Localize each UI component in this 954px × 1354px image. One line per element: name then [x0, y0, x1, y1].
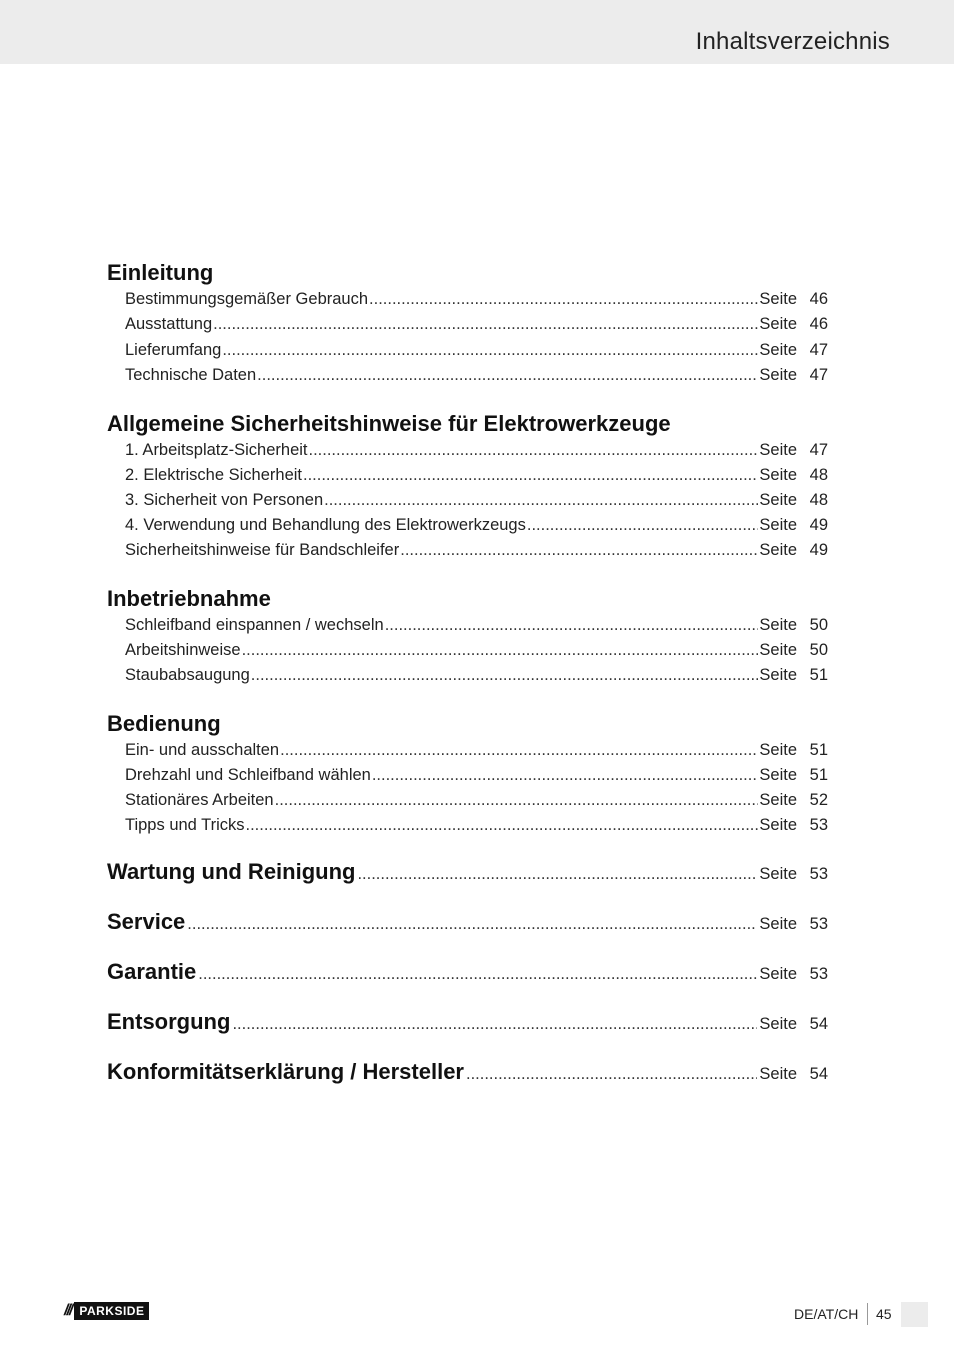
footer-divider: [867, 1303, 868, 1325]
section-heading: Bedienung: [107, 711, 221, 736]
footer-corner-box: [901, 1302, 928, 1327]
page-number: 51: [809, 666, 828, 684]
toc-heading-entry[interactable]: [107, 1059, 828, 1085]
footer-region: DE/AT/CH: [794, 1306, 859, 1322]
page-word: Seite: [759, 816, 797, 834]
page-word: Seite: [759, 541, 797, 559]
leader-dots: [275, 788, 759, 813]
leader-dots: [309, 438, 759, 463]
leader-dots: [303, 463, 758, 488]
page-number: 54: [809, 1065, 828, 1083]
page-number: 47: [809, 441, 828, 459]
leader-dots: [385, 613, 759, 638]
leader-dots: [257, 363, 758, 388]
toc-section-sicherheitshinweise: [107, 410, 828, 438]
page-word: Seite: [759, 1065, 797, 1083]
page-word: Seite: [759, 516, 797, 534]
page-word: Seite: [759, 791, 797, 809]
leader-dots: [251, 663, 759, 688]
entry-label: Arbeitshinweise: [125, 641, 241, 659]
page-word: Seite: [759, 766, 797, 784]
leader-dots: [242, 638, 759, 663]
entry-label: 1. Arbeitsplatz-Sicherheit: [125, 441, 308, 459]
page-number: 53: [809, 865, 828, 883]
entry-label: Ausstattung: [125, 315, 213, 333]
entry-label: Sicherheitshinweise für Bandschleifer: [125, 541, 400, 559]
page-number: 51: [809, 766, 828, 784]
page-number: 47: [809, 366, 828, 384]
entry-label: Staubabsaugung: [125, 666, 250, 684]
toc-entry[interactable]: [125, 438, 828, 463]
page-word: Seite: [759, 1015, 797, 1033]
leader-dots: [198, 965, 757, 984]
page-word: Seite: [759, 441, 797, 459]
parkside-logo: [64, 1302, 177, 1320]
page-word: Seite: [759, 965, 797, 983]
entry-label: Tipps und Tricks: [125, 816, 245, 834]
toc-heading-entry[interactable]: [107, 1009, 828, 1035]
page-word: Seite: [759, 366, 797, 384]
heading-entry-label: Konformitätserklärung / Hersteller: [107, 1059, 464, 1084]
page-title: Inhaltsverzeichnis: [695, 28, 890, 55]
entry-label: 3. Sicherheit von Personen: [125, 491, 324, 509]
entry-label: Schleifband einspannen / wechseln: [125, 616, 384, 634]
leader-dots: [232, 1015, 757, 1034]
leader-dots: [246, 813, 759, 838]
entry-label: Lieferumfang: [125, 341, 222, 359]
page-number: 49: [809, 541, 828, 559]
toc-entry[interactable]: [125, 738, 828, 763]
leader-dots: [527, 513, 759, 538]
toc-entry[interactable]: [125, 513, 828, 538]
page-word: Seite: [759, 641, 797, 659]
toc-entry[interactable]: [125, 287, 828, 312]
entry-label: Bestimmungsgemäßer Gebrauch: [125, 290, 369, 308]
leader-dots: [222, 338, 758, 363]
toc-entry[interactable]: [125, 613, 828, 638]
page-number: 48: [809, 491, 828, 509]
section-heading: Einleitung: [107, 260, 214, 285]
toc-entry[interactable]: [125, 538, 828, 563]
toc-heading-entry[interactable]: [107, 859, 828, 885]
leader-dots: [372, 763, 759, 788]
page-word: Seite: [759, 466, 797, 484]
page-word: Seite: [759, 315, 797, 333]
leader-dots: [400, 538, 758, 563]
leader-dots: [280, 738, 758, 763]
page-number: 47: [809, 341, 828, 359]
toc-entry[interactable]: [125, 788, 828, 813]
toc-entry[interactable]: [125, 488, 828, 513]
section-heading: Allgemeine Sicherheitshinweise für Elektrowerkzeuge: [107, 411, 671, 436]
leader-dots: [357, 865, 757, 884]
toc-entry[interactable]: [125, 312, 828, 337]
page-word: Seite: [759, 741, 797, 759]
page-number: 46: [809, 315, 828, 333]
entry-label: Stationäres Arbeiten: [125, 791, 274, 809]
page-number: 52: [809, 791, 828, 809]
logo-wordmark: PARKSIDE: [74, 1302, 149, 1320]
page-word: Seite: [759, 341, 797, 359]
toc-section-inbetriebnahme: [107, 585, 828, 613]
page-word: Seite: [759, 666, 797, 684]
page-word: Seite: [759, 290, 797, 308]
toc-heading-entry[interactable]: [107, 959, 828, 985]
toc-entry[interactable]: [125, 338, 828, 363]
leader-dots: [369, 287, 758, 312]
leader-dots: [187, 915, 757, 934]
section-heading: Inbetriebnahme: [107, 586, 271, 611]
heading-entry-label: Garantie: [107, 959, 197, 984]
heading-entry-label: Entsorgung: [107, 1009, 231, 1034]
page-number: 48: [809, 466, 828, 484]
footer-page-number: 45: [876, 1306, 892, 1322]
leader-dots: [213, 312, 758, 337]
page-word: Seite: [759, 491, 797, 509]
page-word: Seite: [759, 616, 797, 634]
entry-label: 4. Verwendung und Behandlung des Elektrowerkzeugs: [125, 516, 526, 534]
page-number: 53: [809, 816, 828, 834]
toc-section-bedienung: [107, 710, 828, 738]
toc-entry[interactable]: [125, 638, 828, 663]
toc-entry[interactable]: [125, 813, 828, 838]
toc-entry[interactable]: [125, 363, 828, 388]
page-number: 50: [809, 616, 828, 634]
page-number: 51: [809, 741, 828, 759]
leader-dots: [324, 488, 758, 513]
entry-label: Technische Daten: [125, 366, 257, 384]
toc-entry[interactable]: [125, 763, 828, 788]
page-number: 54: [809, 1015, 828, 1033]
page-number: 53: [809, 965, 828, 983]
toc-entry[interactable]: [125, 663, 828, 688]
entry-label: Drehzahl und Schleifband wählen: [125, 766, 371, 784]
page-word: Seite: [759, 865, 797, 883]
toc-section-einleitung: [107, 259, 828, 287]
entry-label: 2. Elektrische Sicherheit: [125, 466, 302, 484]
page-number: 49: [809, 516, 828, 534]
toc-heading-entry[interactable]: [107, 909, 828, 935]
heading-entry-label: Wartung und Reinigung: [107, 859, 356, 884]
page-header: [0, 0, 954, 64]
page-number: 50: [809, 641, 828, 659]
page-word: Seite: [759, 915, 797, 933]
heading-entry-label: Service: [107, 909, 186, 934]
page-number: 53: [809, 915, 828, 933]
entry-label: Ein- und ausschalten: [125, 741, 280, 759]
toc-entry[interactable]: [125, 463, 828, 488]
logo-slashes: ///: [64, 1302, 72, 1319]
leader-dots: [466, 1065, 757, 1084]
page-number: 46: [809, 290, 828, 308]
